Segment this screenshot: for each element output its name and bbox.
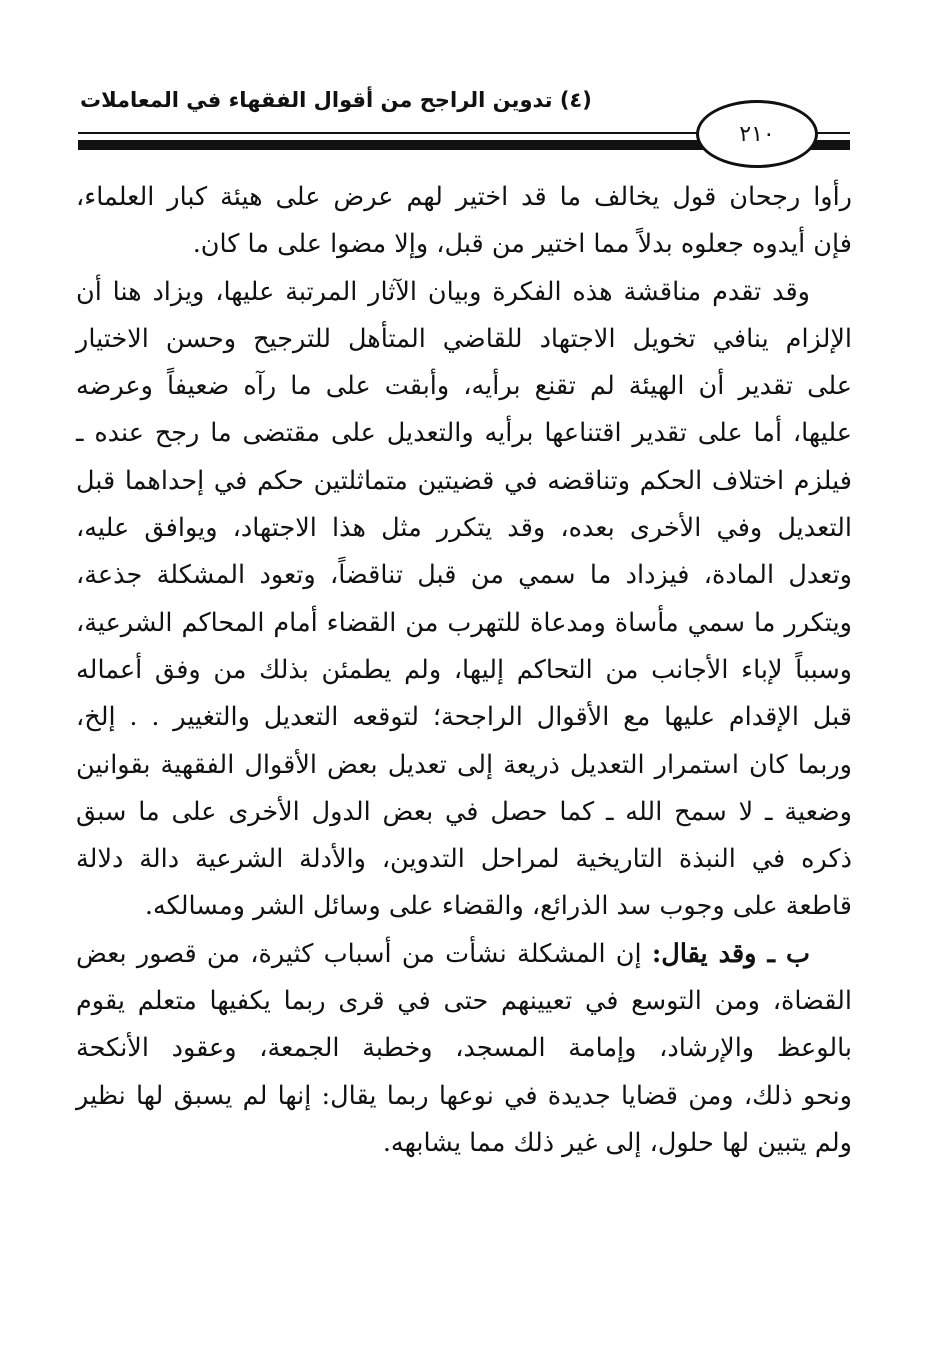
text-line: ولم يتبين لها حلول، إلى غير ذلك مما يشابهه. bbox=[382, 1127, 852, 1158]
text-line: قبل الإقدام عليها مع الأقوال الراجحة؛ لتوقعه التعديل والتغيير . . إلخ، bbox=[76, 702, 852, 733]
text-line: فيلزم اختلاف الحكم وتناقضه في قضيتين متماثلتين حكم في إحداهما قبل bbox=[76, 465, 852, 496]
text-line: الإلزام ينافي تخويل الاجتهاد للقاضي المتأهل للترجيح وحسن الاختيار bbox=[76, 323, 852, 354]
text-line: وربما كان استمرار التعديل ذريعة إلى تعديل بعض الأقوال الفقهية بقوانين bbox=[76, 749, 852, 780]
text-line: على تقدير أن الهيئة لم تقنع برأيه، وأبقت على ما رآه ضعيفاً وعرضه bbox=[76, 371, 852, 402]
text-line: وتعدل المادة، فيزداد ما سمي من قبل تناقضاً، وتعود المشكلة جذعة، bbox=[76, 560, 852, 591]
text-line: وضعية ـ لا سمح الله ـ كما حصل في بعض الدول الأخرى على ما سبق bbox=[76, 796, 852, 827]
text-line: قاطعة على وجوب سد الذرائع، والقضاء على وسائل الشر ومسالكه. bbox=[144, 891, 852, 922]
text-line: ونحو ذلك، ومن قضايا جديدة في نوعها ربما يقال: إنها لم يسبق لها نظير bbox=[76, 1080, 852, 1111]
page-number: ٢١٠ bbox=[739, 121, 775, 147]
running-title: (٤) تدوين الراجح من أقوال الفقهاء في المعاملات bbox=[80, 88, 592, 112]
text-line: ذكره في النبذة التاريخية لمراحل التدوين، والأدلة الشرعية دالة دلالة bbox=[76, 844, 852, 875]
text-line: وقد تقدم مناقشة هذه الفكرة وبيان الآثار المرتبة عليها، ويزاد هنا أن bbox=[76, 276, 810, 307]
paragraph-lead: ب ـ وقد يقال: bbox=[651, 938, 810, 969]
page-header bbox=[78, 78, 850, 178]
text-line: عليها، أما على تقدير اقتناعها برأيه والتعديل على مقتضى ما رجح عنده ـ bbox=[76, 418, 852, 449]
text-line: بالوعظ والإرشاد، وإمامة المسجد، وخطبة الجمعة، وعقود الأنكحة bbox=[76, 1033, 852, 1064]
text-line bbox=[76, 931, 852, 978]
text-line: ويتكرر ما سمي مأساة ومدعاة للتهرب من القضاء أمام المحاكم الشرعية، bbox=[76, 607, 852, 638]
text-line: وسبباً لإباء الأجانب من التحاكم إليها، ولم يطمئن بذلك من وفق أعماله bbox=[76, 654, 852, 685]
text-line: القضاة، ومن التوسع في تعيينهم حتى في قرى ربما يكفيها متعلم يقوم bbox=[76, 986, 852, 1017]
text-line-rest: إن المشكلة نشأت من أسباب كثيرة، من قصور بعض bbox=[76, 938, 642, 969]
page-number-oval bbox=[696, 100, 818, 168]
text-line: فإن أيدوه جعلوه بدلاً مما اختير من قبل، وإلا مضوا على ما كان. bbox=[192, 229, 852, 260]
text-line: رأوا رجحان قول يخالف ما قد اختير لهم عرض على هيئة كبار العلماء، bbox=[76, 182, 852, 212]
text-line: التعديل وفي الأخرى بعده، وقد يتكرر مثل هذا الاجتهاد، ويوافق عليه، bbox=[76, 513, 852, 544]
body-text bbox=[76, 174, 852, 1167]
